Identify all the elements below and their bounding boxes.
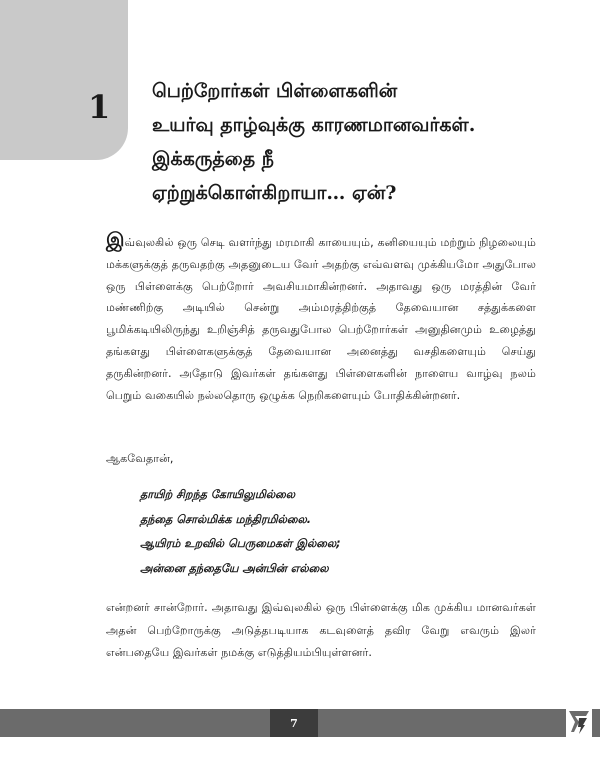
title-line: இக்கருத்தை நீ xyxy=(152,148,274,170)
paragraph-1-text: வ்வுலகில் ஒரு செடி வளர்ந்து மரமாகி காயையும், கனியையும் மற்றும் நிழலையும் மக்களுக்குத் தருவதற்கு அதனுடைய வேர் அதற்கு எவ்வளவு முக்கியமோ அதுபோல ஒரு பிள்ளைக்கு பெற்றோர் அவசியமாகின்றனர். அதாவது ஒரு மரத்தின் வேர் மண்ணிற்கு அடியில் சென்று அம்மரத்திற்குத் தேவையான சத்துக்களை பூமிக்கடியிலிருந்து உறிஞ்சித் தருவதுபோல பெற்றோர்கள் அனுதினமும் உழைத்து தங்களது பிள்ளைகளுக்குத் தேவையான அனைத்து வசதிகளையும் செய்து தருகின்றனர். அதோடு இவர்கள் தங்களது பிள்ளைகளின் நாளைய வாழ்வு நலம் பெறும் வகையில் நல்லதொரு ஒழுக்க நெறிகளையும் போதிக்கின்றனர். xyxy=(106,236,536,402)
verse-block xyxy=(140,483,341,581)
chapter-number: 1 xyxy=(88,88,111,126)
verse-line: தந்தை சொல்மிக்க மந்திரமில்லை. xyxy=(140,512,312,526)
publisher-logo-icon xyxy=(566,703,592,737)
verse-line: ஆயிரம் உறவில் பெருமைகள் இல்லை; xyxy=(140,537,341,550)
title-line: உயர்வு தாழ்வுக்கு காரணமானவர்கள். xyxy=(152,114,476,136)
lead-in-text: ஆகவேதான், xyxy=(106,452,174,465)
chapter-tab xyxy=(0,0,128,160)
title-line: ஏற்றுக்கொள்கிறாயா… ஏன்? xyxy=(152,182,397,204)
title-line: பெற்றோர்கள் பிள்ளைகளின் xyxy=(152,80,398,102)
page-number: 7 xyxy=(270,709,318,737)
paragraph-1 xyxy=(106,229,536,406)
verse-line: அன்னை தந்தையே அன்பின் எல்லை xyxy=(140,561,329,575)
chapter-title xyxy=(152,74,582,210)
paragraph-2: என்றனர் சான்றோர். அதாவது இவ்வுலகில் ஒரு பிள்ளைக்கு மிக முக்கிய மானவர்கள் அதன் பெற்றோருக்கு அடுத்தபடியாக கடவுளைத் தவிர வேறு எவரும் இலர் என்பதையே இவர்கள் நமக்கு எடுத்தியம்பியுள்ளனர். xyxy=(106,601,536,659)
drop-cap: இ xyxy=(106,229,125,251)
verse-line: தாயிற் சிறந்த கோயிலுமில்லை xyxy=(140,488,295,501)
